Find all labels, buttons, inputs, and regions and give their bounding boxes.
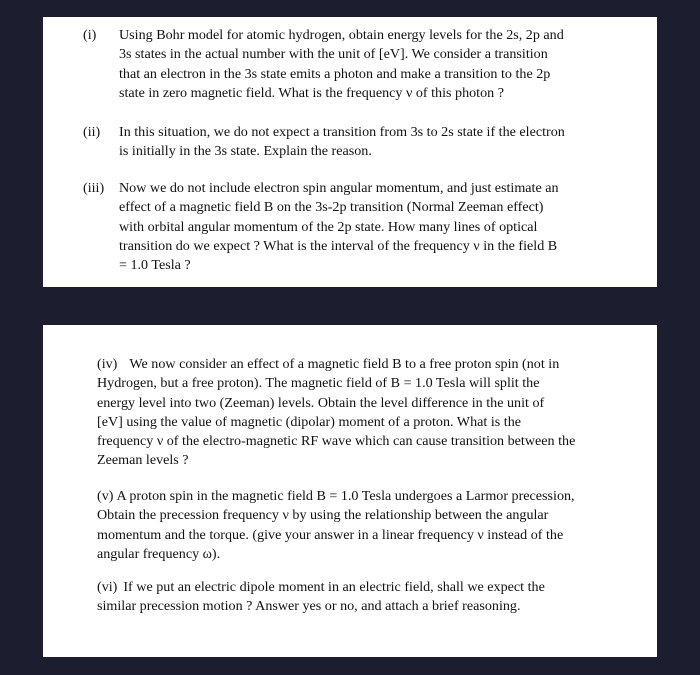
question-ii-line: is initially in the 3s state. Explain the reason. (119, 143, 372, 160)
question-v-first-line (97, 487, 575, 506)
question-v (97, 487, 575, 564)
question-v-line: Obtain the precession frequency ν by using the relationship between the angular (97, 507, 549, 524)
question-iii (83, 179, 559, 275)
question-iv-first-line (97, 355, 575, 374)
question-v-line: angular frequency ω). (97, 545, 221, 562)
question-vi-line: similar precession motion ? Answer yes or no, and attach a brief reasoning. (97, 598, 521, 615)
problem-panel-bottom (43, 325, 657, 657)
question-ii-label: (ii) (83, 124, 101, 140)
question-iii-line: transition do we expect ? What is the interval of the frequency ν in the field B (119, 237, 558, 254)
question-ii (83, 123, 565, 162)
question-i-line: Using Bohr model for atomic hydrogen, obtain energy levels for the 2s, 2p and (119, 27, 564, 43)
question-iii-label: (iii) (83, 180, 105, 196)
question-iv-line: energy level into two (Zeeman) levels. Obtain the level difference in the unit of (97, 394, 545, 411)
question-vi-first-line (97, 578, 545, 597)
question-vi (97, 578, 545, 617)
question-iv (97, 355, 575, 471)
question-iv-label: (iv) (97, 356, 118, 372)
question-i-label: (i) (83, 27, 97, 43)
question-i-line: state in zero magnetic field. What is the frequency ν of this photon ? (119, 84, 504, 101)
question-iv-line: We now consider an effect of a magnetic field B to a free proton spin (not in (129, 356, 560, 372)
question-v-line: A proton spin in the magnetic field B = 1.0 Tesla undergoes a Larmor precession, (116, 488, 575, 504)
question-iii-line: = 1.0 Tesla ? (119, 257, 191, 274)
question-ii-line: In this situation, we do not expect a transition from 3s to 2s state if the electron (119, 124, 565, 140)
question-vi-label: (vi) (97, 579, 118, 595)
question-vi-line: If we put an electric dipole moment in an electric field, shall we expect the (123, 579, 545, 595)
problem-panel-top (43, 17, 657, 287)
question-i-line: 3s states in the actual number with the unit of [eV]. We consider a transition (119, 46, 548, 63)
question-i (83, 26, 564, 103)
question-iii-line: with orbital angular momentum of the 2p state. How many lines of optical (119, 218, 538, 235)
question-iv-line: [eV] using the value of magnetic (dipolar) moment of a proton. What is the (97, 413, 521, 430)
question-iv-line: frequency ν of the electro-magnetic RF wave which can cause transition between the (97, 433, 576, 450)
question-iii-line: effect of a magnetic field B on the 3s-2p transition (Normal Zeeman effect) (119, 199, 544, 216)
question-iv-line: Hydrogen, but a free proton). The magnetic field of B = 1.0 Tesla will split the (97, 375, 540, 392)
question-iv-line: Zeeman levels ? (97, 452, 189, 469)
question-v-line: momentum and the torque. (give your answer in a linear frequency ν instead of the (97, 526, 564, 543)
question-iii-line: Now we do not include electron spin angular momentum, and just estimate an (119, 180, 559, 196)
question-v-label: (v) (97, 488, 114, 504)
question-i-line: that an electron in the 3s state emits a photon and make a transition to the 2p (119, 65, 551, 82)
